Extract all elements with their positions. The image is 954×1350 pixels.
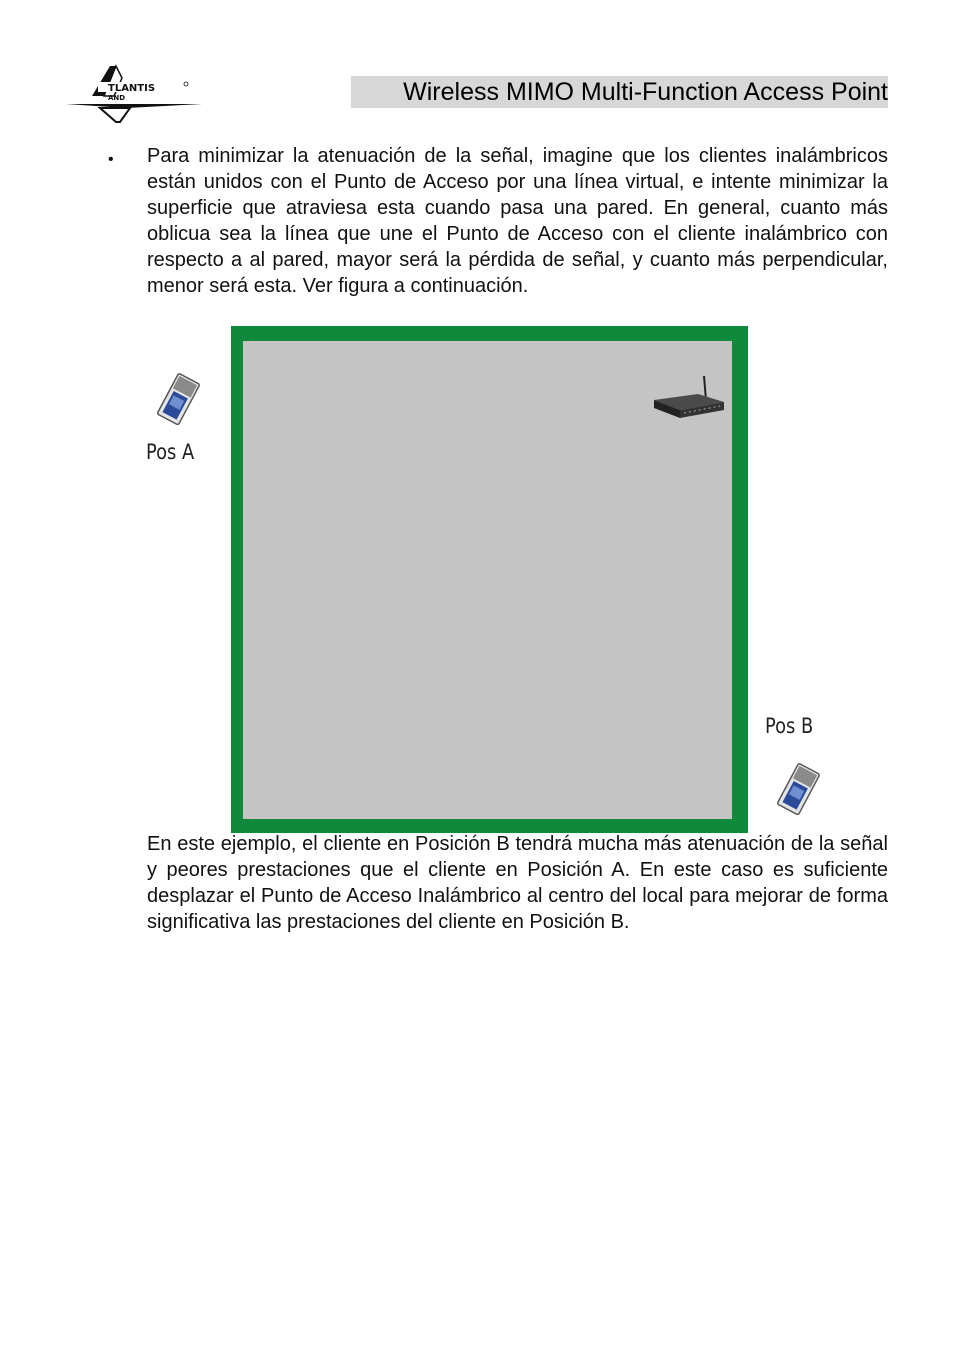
svg-text:TLANTIS: TLANTIS bbox=[108, 83, 156, 94]
position-a-label: Pos A bbox=[146, 440, 195, 464]
paragraph-intro: Para minimizar la atenuación de la señal, imagine que los clientes inalámbricos están unidos con el Punto de Acceso por una línea virtual, e intente minimizar la superficie que atraviesa esta cuando pasa una pared. En general, cuanto más oblicua sea la línea que une el Punto de Acceso con el cliente inalámbrico con respecto a al pared, mayor será la pérdida de señal, y cuanto más perpendicular, menor será esta. Ver figura a continuación. bbox=[147, 145, 888, 297]
svg-text:AND: AND bbox=[108, 94, 126, 102]
wireless-card-icon bbox=[770, 762, 826, 818]
wireless-card-icon bbox=[150, 372, 206, 428]
atlantis-land-logo-icon bbox=[64, 64, 204, 126]
position-b-label: Pos B bbox=[765, 714, 814, 738]
paragraph-conclusion: En este ejemplo, el cliente en Posición B tendrá mucha más atenuación de la señal y peores prestaciones que el cliente en Posición A. En este caso es suficiente desplazar el Punto de Acceso Inalámbrico al centro del local para mejorar de forma significativa las prestaciones del cliente en Posición B. bbox=[147, 833, 888, 933]
page-header-title: Wireless MIMO Multi-Function Access Point bbox=[351, 76, 888, 108]
bullet-marker: • bbox=[108, 151, 114, 168]
router-icon bbox=[650, 372, 726, 424]
